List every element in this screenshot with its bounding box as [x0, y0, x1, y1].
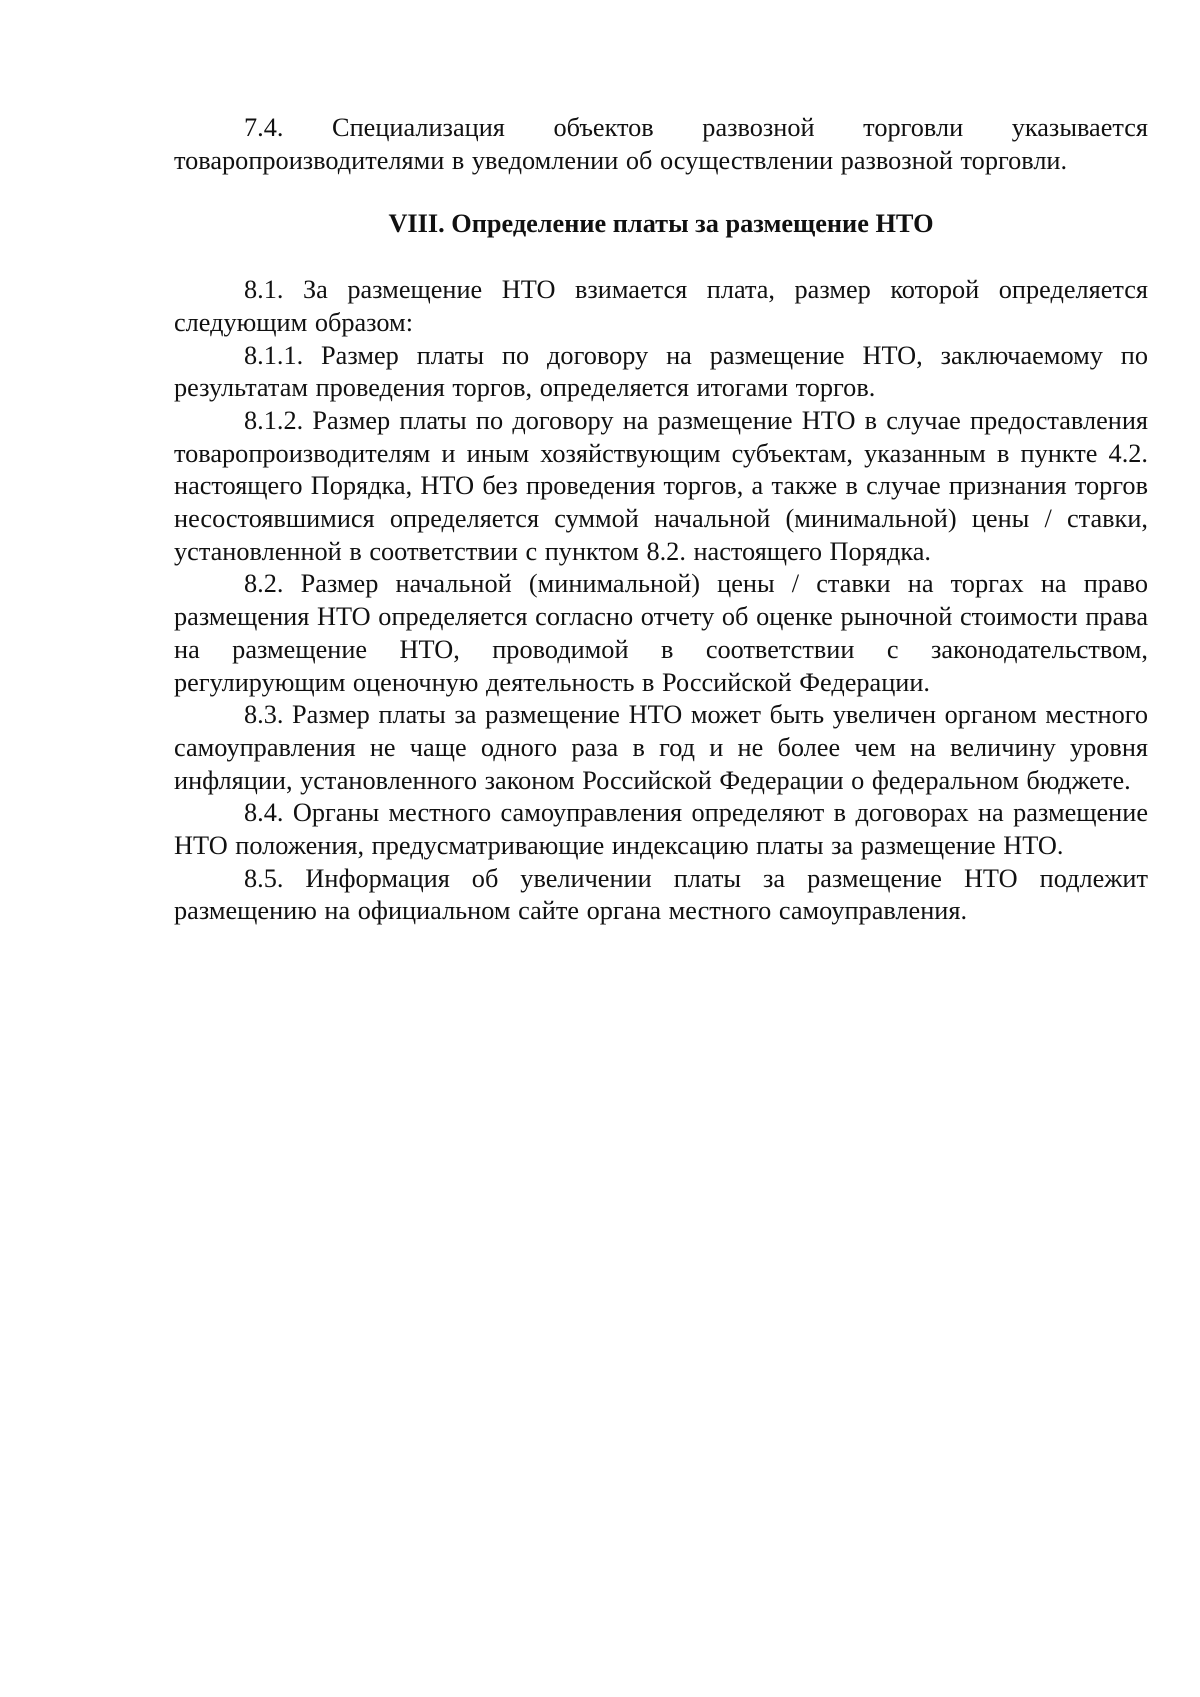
- paragraph-7-4: 7.4. Специализация объектов развозной торговли указывается товаропроизводителями в уведомлении об осуществлении развозной торговли.: [174, 113, 1148, 175]
- paragraph-8-4: 8.4. Органы местного самоуправления определяют в договорах на размещение НТО положения, предусматривающие индексацию платы за размещение НТО.: [174, 798, 1148, 861]
- paragraph-8-3: 8.3. Размер платы за размещение НТО может быть увеличен органом местного самоуправления не чаще одного раза в год и не более чем на величину уровня инфляции, установленного законом Российской Федерации о федеральном бюджете.: [174, 700, 1148, 795]
- paragraph-8-1: 8.1. За размещение НТО взимается плата, размер которой определяется следующим образом:: [174, 275, 1148, 337]
- paragraph-8-2: 8.2. Размер начальной (минимальной) цены / ставки на торгах на право размещения НТО определяется согласно отчету об оценке рыночной стоимости права на размещение НТО, проводимой в соответствии с законодательством, регулирующим оценочную деятельность в Российской Федерации.: [174, 569, 1148, 697]
- paragraph-8-1-1: 8.1.1. Размер платы по договору на размещение НТО, заключаемому по результатам проведения торгов, определяется итогами торгов.: [174, 340, 1148, 403]
- spacer: [174, 241, 1148, 274]
- paragraph-8-1-2: 8.1.2. Размер платы по договору на размещение НТО в случае предоставления товаропроизводителям и иным хозяйствующим субъектам, указанным в пункте 4.2. настоящего Порядка, НТО без проведения торгов, а также в случае признания торгов несостоявшимися определяется суммой начальной (минимальной) цены / ставки, установленной в соответствии с пунктом 8.2. настоящего Порядка.: [174, 405, 1148, 566]
- spacer: [174, 177, 1148, 208]
- document-body: [174, 112, 1148, 928]
- paragraph-8-5: 8.5. Информация об увеличении платы за размещение НТО подлежит размещению на официальном сайте органа местного самоуправления.: [174, 863, 1148, 926]
- section-heading: VIII. Определение платы за размещение НТО: [388, 209, 934, 239]
